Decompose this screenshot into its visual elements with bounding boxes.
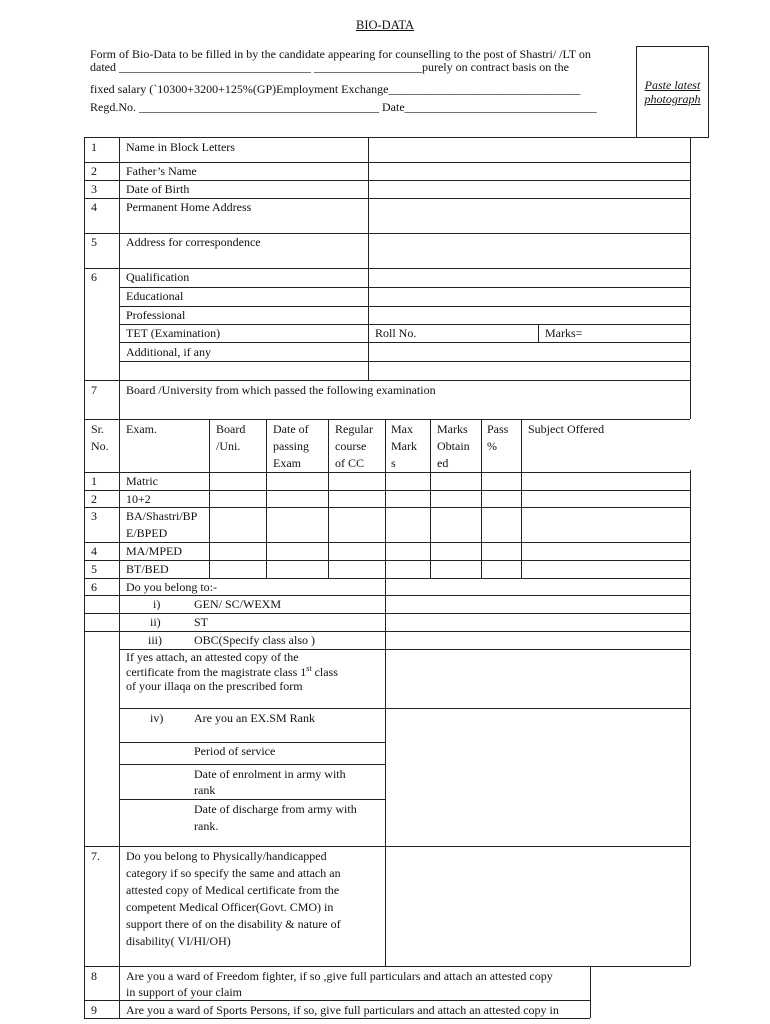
regular-header-3: of CC xyxy=(335,456,365,470)
board-header: Board xyxy=(216,422,246,436)
board-university-label: Board /University from which passed the following examination xyxy=(126,383,436,397)
option-number: i) xyxy=(153,597,161,611)
handicap-line-1: Do you belong to Physically/handicapped xyxy=(126,849,327,863)
exam-name: BT/BED xyxy=(126,562,169,576)
handicap-line-6: disability( VI/HI/OH) xyxy=(126,934,231,948)
option-number: iii) xyxy=(148,633,162,647)
obc-option: OBC(Specify class also ) xyxy=(194,633,315,647)
row-number: 7. xyxy=(91,849,100,863)
max-header-3: s xyxy=(391,456,396,470)
row-number: 3 xyxy=(91,182,97,196)
exam-col-divider xyxy=(266,419,267,578)
exam-row-line xyxy=(84,490,690,491)
row-number: 5 xyxy=(91,235,97,249)
row-line xyxy=(119,306,690,307)
gen-sc-option: GEN/ SC/WEXM xyxy=(194,597,281,611)
freedom-fighter-line-2: in support of your claim xyxy=(126,985,242,999)
handicap-line-5: support there of on the disability & nature of xyxy=(126,917,341,931)
exam-col-divider xyxy=(521,419,522,578)
attach-note-2: certificate from the magistrate class 1st class xyxy=(126,664,338,679)
board-header-2: /Uni. xyxy=(216,439,241,453)
obtained-header-3: ed xyxy=(437,456,449,470)
row-line xyxy=(84,137,690,138)
marks-divider xyxy=(538,324,539,342)
freedom-right-border xyxy=(590,966,591,1018)
exam-col-divider xyxy=(209,419,210,578)
row-number: 7 xyxy=(91,383,97,397)
option-number: iv) xyxy=(150,711,164,725)
cat-row-line xyxy=(84,631,690,632)
max-header: Max xyxy=(391,422,413,436)
sr-header-2: No. xyxy=(91,439,109,453)
exsm-rank-label: Are you an EX.SM Rank xyxy=(194,711,315,725)
exam-col-divider xyxy=(328,419,329,578)
educational-label: Educational xyxy=(126,289,184,303)
table-border-right-top xyxy=(690,137,691,419)
professional-label: Professional xyxy=(126,308,186,322)
obtained-header: Marks xyxy=(437,422,468,436)
sports-person-line-1: Are you a ward of Sports Persons, if so, give full particulars and attach an attested copy in xyxy=(126,1003,559,1017)
row-line xyxy=(84,419,690,420)
freedom-fighter-line-1: Are you a ward of Freedom fighter, if so ,give full particulars and attach an attested copy xyxy=(126,969,553,983)
row-line xyxy=(84,380,690,381)
enrolment-label-2: rank xyxy=(194,783,216,797)
photo-box[interactable] xyxy=(636,46,709,138)
regular-header-2: course xyxy=(335,439,367,453)
exam-col-divider xyxy=(481,419,482,578)
row-line xyxy=(119,287,690,288)
additional-label: Additional, if any xyxy=(126,345,211,359)
dob-label: Date of Birth xyxy=(126,182,190,196)
value-column-divider xyxy=(368,137,369,380)
pass-header-2: % xyxy=(487,439,497,453)
exam-header: Exam. xyxy=(126,422,157,436)
sr-header: Sr. xyxy=(91,422,105,436)
category-label: Do you belong to:- xyxy=(126,580,217,594)
intro-paragraph-2 xyxy=(90,83,625,96)
intro-line-1: Form of Bio-Data to be filled in by the candidate appearing for counselling to the post of Shastri/ /LT on xyxy=(90,47,591,61)
roll-no-label: Roll No. xyxy=(375,326,417,340)
table-border-right-cat xyxy=(690,578,691,846)
name-label: Name in Block Letters xyxy=(126,140,235,154)
max-header-2: Mark xyxy=(391,439,417,453)
cat-value-divider xyxy=(385,578,386,846)
enrolment-label: Date of enrolment in army with xyxy=(194,767,346,781)
cat-row-line xyxy=(84,846,690,847)
option-number: ii) xyxy=(150,615,161,629)
date-header-2: passing xyxy=(273,439,309,453)
table-border-right-handicap xyxy=(690,846,691,966)
home-address-label: Permanent Home Address xyxy=(126,200,252,214)
exam-row-line xyxy=(84,472,690,473)
subject-header: Subject Offered xyxy=(528,422,605,436)
intro-line-2: dated ________________________________ __________________purely on contract basis on the xyxy=(90,60,569,74)
handicap-line-4: competent Medical Officer(Govt. CMO) in xyxy=(126,900,334,914)
table-row-number: 4 xyxy=(91,544,97,558)
st-option: ST xyxy=(194,615,209,629)
row-number: 4 xyxy=(91,200,97,214)
regular-header: Regular xyxy=(335,422,373,436)
cat-row-line xyxy=(119,799,385,800)
intro-paragraph xyxy=(90,48,625,74)
attach-note-1: If yes attach, an attested copy of the xyxy=(126,650,299,664)
exam-col-divider xyxy=(385,419,386,578)
exam-name: MA/MPED xyxy=(126,544,183,558)
marks-label: Marks= xyxy=(545,326,583,340)
table-row-number: 2 xyxy=(91,492,97,506)
row-number: 9 xyxy=(91,1003,97,1017)
obtained-header-2: Obtain xyxy=(437,439,470,453)
period-of-service-label: Period of service xyxy=(194,744,276,758)
row-number: 1 xyxy=(91,140,97,154)
row-line xyxy=(119,342,690,343)
exam-name: 10+2 xyxy=(126,492,151,506)
row-number: 8 xyxy=(91,969,97,983)
father-name-label: Father’s Name xyxy=(126,164,197,178)
exam-row-line xyxy=(84,560,690,561)
discharge-label-2: rank. xyxy=(194,819,219,833)
cat-row-line xyxy=(119,708,690,709)
table-row-number: 1 xyxy=(91,474,97,488)
correspondence-address-label: Address for correspondence xyxy=(126,235,261,249)
discharge-label: Date of discharge from army with xyxy=(194,802,357,816)
date-header: Date of xyxy=(273,422,309,436)
intro-line-3: fixed salary (`10300+3200+125%(GP)Employment Exchange________________________________ xyxy=(90,82,581,96)
page-title: BIO-DATA xyxy=(355,18,415,32)
intro-paragraph-3 xyxy=(90,101,625,114)
table-row-number: 3 xyxy=(91,509,97,523)
handicap-value-divider xyxy=(385,846,386,966)
handicap-line-3: attested copy of Medical certificate from the xyxy=(126,883,340,897)
exam-name-2: E/BPED xyxy=(126,526,168,540)
row-number: 2 xyxy=(91,164,97,178)
table-border-right-exam xyxy=(690,470,691,578)
pass-header: Pass xyxy=(487,422,509,436)
intro-line-4: Regd.No. ________________________________________ Date________________________________ xyxy=(90,100,597,114)
row-line xyxy=(119,361,690,362)
exam-name: Matric xyxy=(126,474,158,488)
table-row-number: 5 xyxy=(91,562,97,576)
exam-name: BA/Shastri/BP xyxy=(126,509,198,523)
tet-label: TET (Examination) xyxy=(126,326,221,340)
handicap-row-line xyxy=(84,966,690,967)
handicap-line-2: category if so specify the same and attach an xyxy=(126,866,341,880)
date-header-3: Exam xyxy=(273,456,301,470)
photo-label: Paste latest photograph xyxy=(644,78,701,106)
row-number: 6 xyxy=(91,580,97,594)
row-number: 6 xyxy=(91,270,97,284)
attach-note-3: of your illaqa on the prescribed form xyxy=(126,679,303,693)
qualification-label: Qualification xyxy=(126,270,190,284)
cat-row-line xyxy=(119,764,385,765)
exam-col-divider xyxy=(430,419,431,578)
cat-row-line xyxy=(84,613,690,614)
